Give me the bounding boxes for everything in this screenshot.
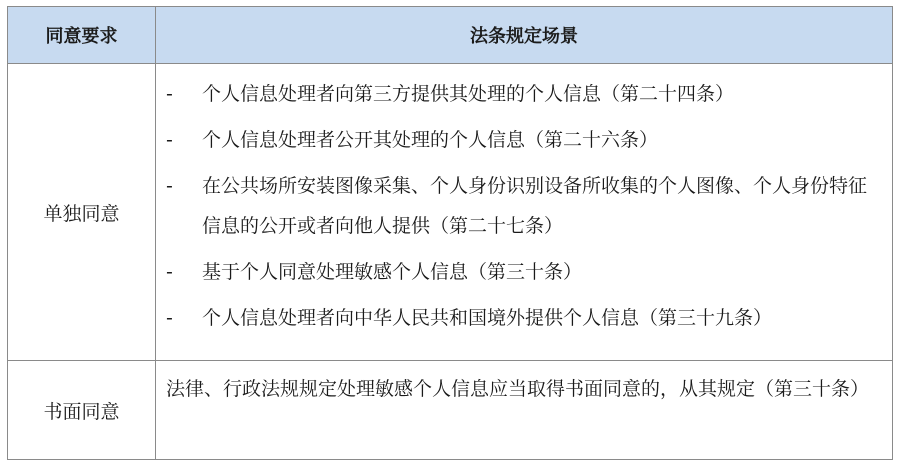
dash-bullet: -: [166, 83, 173, 105]
scenario-list-cell: [156, 64, 893, 361]
scenario-text: 个人信息处理者向第三方提供其处理的个人信息（第二十四条）: [202, 83, 735, 105]
list-item: [166, 120, 882, 160]
scenario-text: 在公共场所安装图像采集、个人身份识别设备所收集的个人图像、个人身份特征信息的公开或者向他人提供（第二十七条）: [202, 175, 868, 237]
dash-bullet: -: [166, 129, 173, 151]
scenario-text: 法律、行政法规规定处理敏感个人信息应当取得书面同意的，从其规定（第三十条）: [166, 378, 870, 400]
table-row: [8, 361, 893, 460]
consent-table-container: [7, 6, 892, 460]
list-item: [166, 298, 882, 338]
scenario-list: [156, 64, 892, 350]
requirement-separate-consent: 单独同意: [8, 64, 156, 361]
table-header-row: [8, 7, 893, 64]
consent-requirements-table: [7, 6, 893, 460]
table-row: [8, 64, 893, 361]
list-item: [166, 166, 882, 246]
dash-bullet: -: [166, 307, 173, 329]
scenario-text: 个人信息处理者向中华人民共和国境外提供个人信息（第三十九条）: [202, 307, 773, 329]
scenario-text: 个人信息处理者公开其处理的个人信息（第二十六条）: [202, 129, 659, 151]
header-consent-requirement: 同意要求: [8, 7, 156, 64]
dash-bullet: -: [166, 175, 173, 197]
header-legal-scenario: 法条规定场景: [156, 7, 893, 64]
scenario-text: 基于个人同意处理敏感个人信息（第三十条）: [202, 261, 583, 283]
list-item: [166, 74, 882, 114]
scenario-text-cell: [156, 361, 893, 460]
dash-bullet: -: [166, 261, 173, 283]
list-item: [166, 252, 882, 292]
requirement-written-consent: 书面同意: [8, 361, 156, 460]
